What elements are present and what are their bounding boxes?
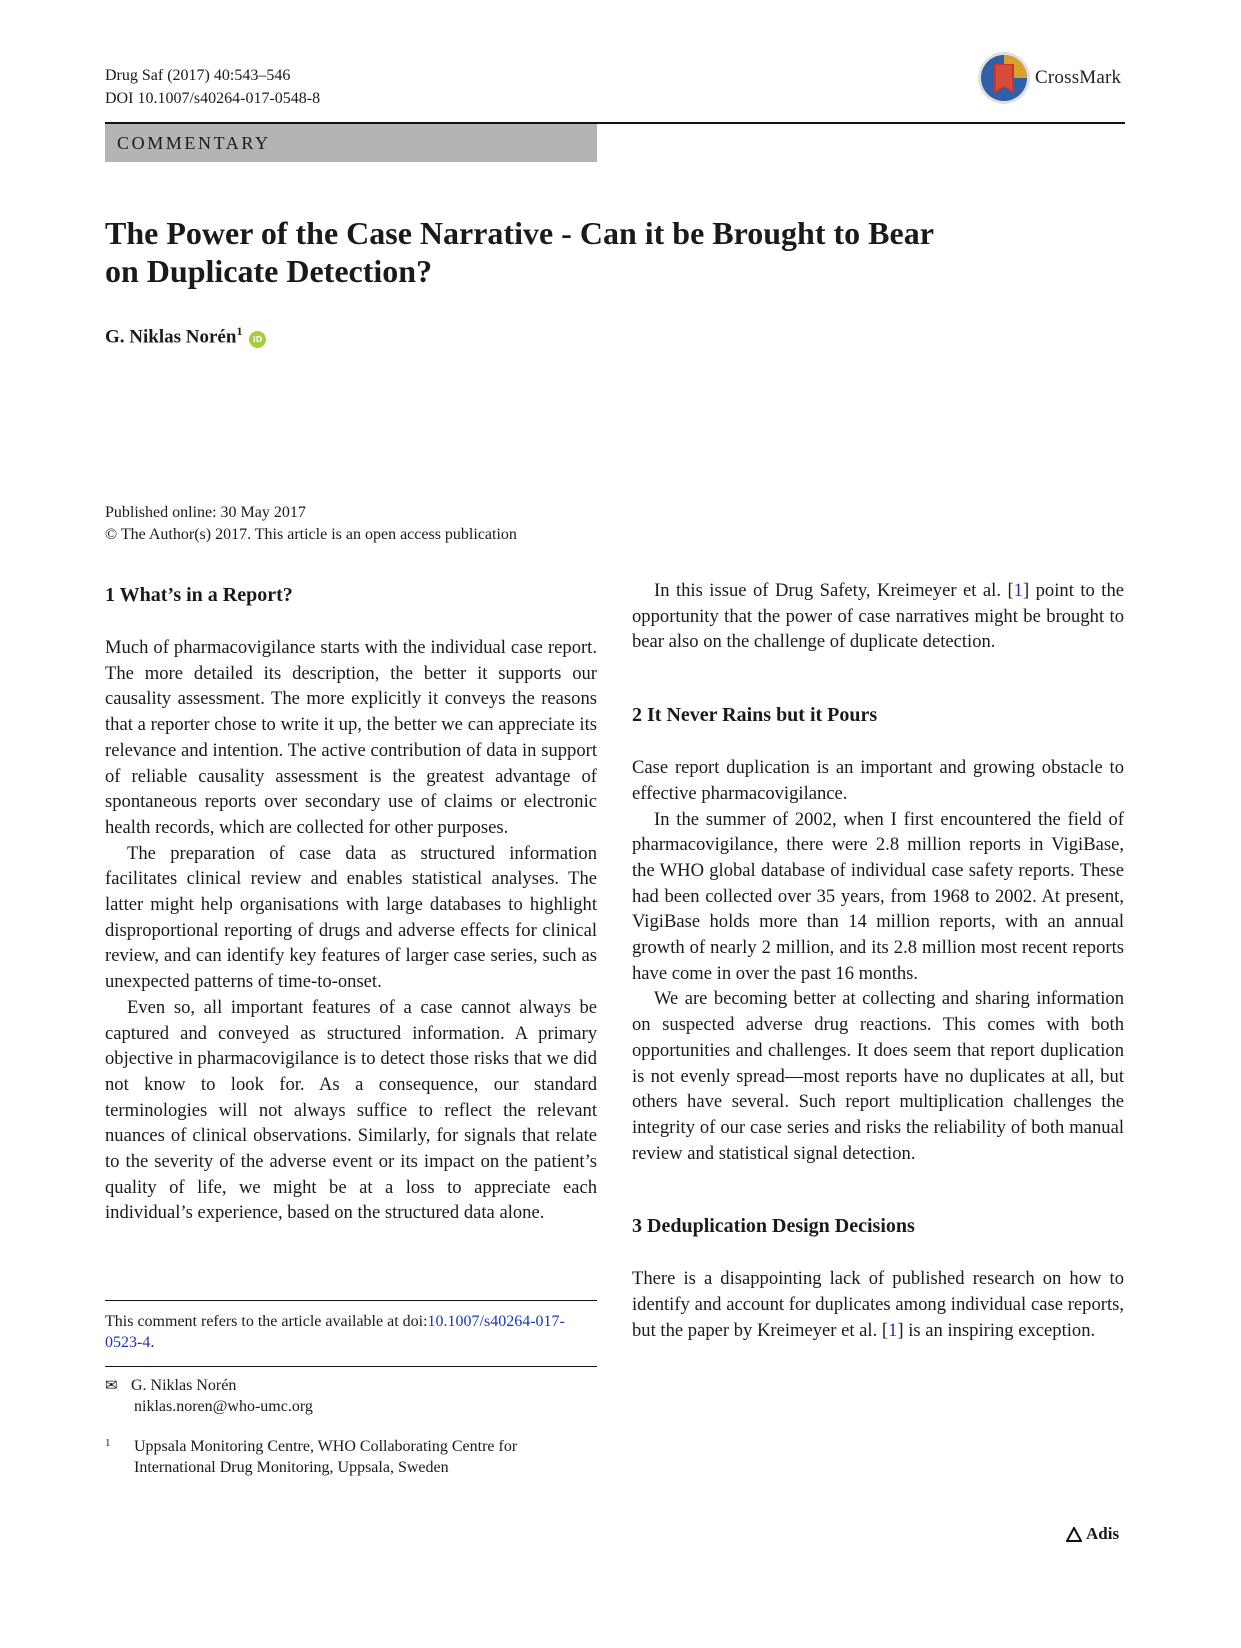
author-name[interactable]: G. Niklas Norén: [105, 326, 237, 348]
crossmark-icon: [977, 51, 1031, 105]
affiliation: [105, 1436, 597, 1478]
crossmark-label: CrossMark: [1035, 67, 1122, 88]
publication-info: [105, 502, 517, 546]
article-title: [105, 214, 1005, 290]
envelope-icon: ✉: [105, 1376, 118, 1394]
footnote-rule: [105, 1300, 597, 1301]
article-title-line1: The Power of the Case Narrative - Can it be Brought to Bear: [105, 215, 934, 251]
note-text: .: [150, 1334, 155, 1351]
author-affiliation-mark: 1: [236, 324, 243, 338]
paragraph-text: ] point to the opportunity that the power of case narratives might be brought to bear also on the challenge of duplicate detection.: [632, 580, 1124, 653]
section-2-heading: 2 It Never Rains but it Pours: [632, 704, 878, 727]
affiliation-number: 1: [105, 1437, 111, 1449]
section-1-paragraph-3: Even so, all important features of a case cannot always be captured and conveyed as structured information. A primary objective in pharmacovigilance is to detect those risks that we did not know to look for. As a consequence, our standard terminologies will not always suffice to reflect the relevant nuances of clinical observations. Similarly, for signals that relate to the severity of the adverse event or its impact on the patient’s quality of life, we might be at a loss to appreciate each individual’s experience, based on the structured data alone.: [105, 996, 597, 1224]
note-text: This comment refers to the article available at doi:: [105, 1313, 428, 1330]
crossmark-badge[interactable]: [977, 50, 1127, 106]
journal-meta: [105, 64, 320, 110]
reference-link[interactable]: 1: [888, 1319, 898, 1341]
correspondence: [105, 1375, 313, 1417]
published-date: Published online: 30 May 2017: [105, 504, 306, 521]
section-2-paragraph-2: In the summer of 2002, when I first encountered the field of pharmacovigilance, there were 2.8 million reports in VigiBase, the WHO global database of individual case safety reports. These had been collected over 35 years, from 1968 to 2002. At present, VigiBase holds more than 14 million reports, with an annual growth of nearly 2 million, and its 2.8 million most recent reports have come in over the past 16 months.: [632, 808, 1124, 984]
section-type-label: COMMENTARY: [117, 133, 271, 153]
publisher-logo: [1066, 1524, 1119, 1544]
article-title-line2: on Duplicate Detection?: [105, 253, 433, 289]
journal-citation: Drug Saf (2017) 40:543–546: [105, 67, 291, 84]
publisher-name: Adis: [1086, 1524, 1120, 1543]
section-1-paragraph-4: [632, 578, 1124, 655]
orcid-icon[interactable]: iD: [249, 331, 266, 348]
section-1-heading: 1 What’s in a Report?: [105, 584, 293, 606]
reference-link[interactable]: 1: [1013, 580, 1023, 601]
author-line: [105, 324, 266, 348]
section-3-paragraph-1: [632, 1266, 1124, 1343]
correspondence-name: G. Niklas Norén: [131, 1377, 237, 1394]
left-column: [105, 582, 597, 1226]
correspondence-email[interactable]: niklas.noren@who-umc.org: [134, 1398, 313, 1415]
related-article-doi-link[interactable]: 10.1007/s40264-017-0523-4: [105, 1313, 565, 1351]
section-2-paragraph-1: Case report duplication is an important and growing obstacle to effective pharmacovigilance.: [632, 757, 1124, 804]
article-doi: DOI 10.1007/s40264-017-0548-8: [105, 90, 321, 107]
section-type-band: [105, 124, 597, 162]
section-1-paragraph-2: The preparation of case data as structured information facilitates clinical review and enables statistical analyses. The latter might help organisations with large databases to highlight disproportional reporting of drugs and adverse effects for clinical review, and can identify key features of larger case series, such as unexpected patterns of time-to-onset.: [105, 842, 597, 993]
section-1-paragraph-1: Much of pharmacovigilance starts with the individual case report. The more detailed its description, the better it supports our causality assessment. The more explicitly it conveys the reasons that a reporter chose to write it up, the better we can appreciate its relevance and intention. The active contribution of data in support of reliable causality assessment is the greatest advantage of spontaneous reports over secondary use of claims or electronic health records, which are collected for other purposes.: [105, 637, 597, 838]
copyright-line: © The Author(s) 2017. This article is an open access publication: [105, 526, 517, 543]
paragraph-text: ] is an inspiring exception.: [897, 1319, 1096, 1341]
right-column: [632, 578, 1124, 1343]
related-article-note: [105, 1311, 597, 1353]
section-3-heading: 3 Deduplication Design Decisions: [632, 1215, 915, 1238]
affiliation-text: Uppsala Monitoring Centre, WHO Collaborating Centre for International Drug Monitoring, Uppsala, Sweden: [134, 1438, 518, 1476]
adis-triangle-icon: [1066, 1527, 1082, 1542]
section-2-paragraph-3: We are becoming better at collecting and sharing information on suspected adverse drug reactions. This comes with both opportunities and challenges. It does seem that report duplication is not evenly spread—most reports have no duplicates at all, but others have several. Such report multiplication challenges the integrity of our case series and risks the reliability of both manual review and statistical signal detection.: [632, 988, 1124, 1164]
footnote-rule-2: [105, 1366, 597, 1367]
paragraph-text: In this issue of Drug Safety, Kreimeyer et al. [: [654, 580, 1014, 601]
paragraph-text: There is a disappointing lack of published research on how to identify and account for duplicates among individual case reports, but the paper by Kreimeyer et al. [: [632, 1268, 1124, 1341]
